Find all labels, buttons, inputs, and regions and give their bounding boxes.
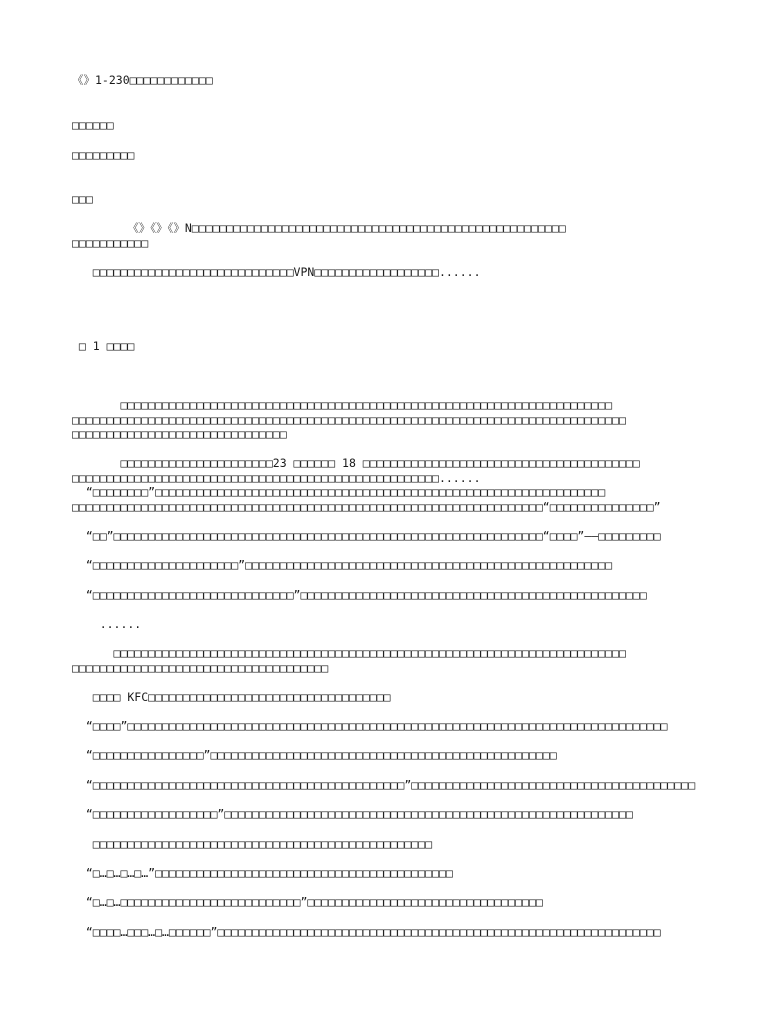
body-paragraph: [72, 748, 698, 763]
body-paragraph: [72, 398, 698, 442]
body-paragraph: [72, 558, 698, 573]
text-line: “□□□□□□□□□□□□□□□□□□□□□□□□□□□□□□□□□□□□□□□□□□□□□”□□□□□□□□□□□□□□□□□□□□□□□□□□□□□□□□□□□□□□□□□: [72, 778, 696, 792]
text-line: “□□□□□□□□□□□□□□□□□□”□□□□□□□□□□□□□□□□□□□□□□□□□□□□□□□□□□□□□□□□□□□□□□□□□□□□□□□□□□□: [72, 807, 633, 821]
body-paragraph: [72, 778, 698, 793]
text-line: “□□□□”□□□□□□□□□□□□□□□□□□□□□□□□□□□□□□□□□□□□□□□□□□□□□□□□□□□□□□□□□□□□□□□□□□□□□□□□□□□□□□: [72, 719, 668, 733]
text-line: □□□□□□□□□□□□□□□□□□□□□□□□□□□□□□□□□□□□□□□□□□□□□□□□□: [72, 837, 433, 851]
text-line: “□…□…□□□□□□□□□□□□□□□□□□□□□□□□□□”□□□□□□□□□□□□□□□□□□□□□□□□□□□□□□□□□□: [72, 895, 543, 909]
text-line: “□□”□□□□□□□□□□□□□□□□□□□□□□□□□□□□□□□□□□□□□□□□□□□□□□□□□□□□□□□□□□□□□□“□□□□”——□□□□□□□□□: [72, 529, 661, 543]
text-line: □□□□□□□□□□□□□□□□□□□□□□□□□□□□□□□□□□□□□□□□□□□□□□□□□□□□□□□□□□□□□□□□□□□□□□□□□□: [72, 646, 626, 660]
document-title: 《》1-230□□□□□□□□□□□□: [72, 73, 213, 87]
body-paragraph: [72, 807, 698, 822]
body-paragraph: [72, 866, 698, 881]
intro-paragraph: □□□□□□□□□□□□□□□□□□□□□□□□□□□□□VPN□□□□□□□□□□□□□□□□□□......: [72, 265, 481, 279]
text-line: □□□□ KFC□□□□□□□□□□□□□□□□□□□□□□□□□□□□□□□□□□□: [72, 690, 391, 704]
body-paragraph: [72, 719, 698, 734]
text-line: □□□□□□□□□□□□□□□□□□□□□□□□□□□□□□□□□□□□□□□□□□□□□□□□□□□□□□□□□□□□□□□□□□□□□□□□□□□□□□□□: [72, 412, 626, 427]
intro-heading: □□□: [72, 192, 93, 206]
text-line: “□□□□□□□□□□□□□□□□□□□□□”□□□□□□□□□□□□□□□□□□□□□□□□□□□□□□□□□□□□□□□□□□□□□□□□□□□□□: [72, 558, 613, 572]
text-line: “□…□…□…□…”□□□□□□□□□□□□□□□□□□□□□□□□□□□□□□□□□□□□□□□□□□□: [72, 866, 453, 880]
text-line: □□□□□□□□□□□□□□□□□□□□□□□□□□□□□□□□□□□□□□□□□□□□□□□□□□□□□□□□□□□□□□□□□□□□□□□: [72, 398, 613, 412]
text-line: □□□□□□□□□□□□□□□□□□□□□□□□□□□□□□□□□□□□□□□□□□□□□□□□□□□□□......: [72, 470, 481, 485]
text-line: □□□□□□□□□□□□□□□□□□□□□□23 □□□□□□ 18 □□□□□□□□□□□□□□□□□□□□□□□□□□□□□□□□□□□□□□□□: [72, 456, 640, 470]
text-line: “□□□□□□□□□□□□□□□□”□□□□□□□□□□□□□□□□□□□□□□□□□□□□□□□□□□□□□□□□□□□□□□□□□□: [72, 748, 557, 762]
text-line: ......: [72, 617, 142, 631]
body-paragraph: [72, 837, 698, 852]
text-line: □□□□□□□□□□□□□□□□□□□□□□□□□□□□□□□□□□□□□□□□□□□□□□□□□□□□□□□□□□□□□□□□□□□□“□□□□□□□□□□□□□□□”: [72, 499, 661, 514]
text-line: “□□□□□□□□□□□□□□□□□□□□□□□□□□□□□”□□□□□□□□□□□□□□□□□□□□□□□□□□□□□□□□□□□□□□□□□□□□□□□□□□: [72, 588, 647, 602]
body-paragraph: [72, 617, 698, 632]
text-line: “□□□□□□□□”□□□□□□□□□□□□□□□□□□□□□□□□□□□□□□□□□□□□□□□□□□□□□□□□□□□□□□□□□□□□□□□□□: [72, 485, 606, 499]
body-paragraph: [72, 456, 698, 514]
text-line: □□□□□□□□□□□: [72, 235, 149, 250]
body-paragraph: [72, 925, 698, 940]
text-line: 《》《》《》N□□□□□□□□□□□□□□□□□□□□□□□□□□□□□□□□□□□□□□□□□□□□□□□□□□□□□□: [72, 221, 566, 235]
body-paragraph: [72, 646, 698, 675]
intro-paragraph: [72, 221, 698, 250]
metadata-line: □□□□□□: [72, 118, 114, 132]
metadata-line: □□□□□□□□□: [72, 148, 135, 162]
chapter-heading: □ 1 □□□□: [72, 339, 135, 353]
body-paragraph: [72, 529, 698, 544]
body-paragraph: [72, 895, 698, 910]
text-line: □□□□□□□□□□□□□□□□□□□□□□□□□□□□□□□: [72, 427, 287, 441]
body-paragraph: [72, 690, 698, 705]
text-line: □□□□□□□□□□□□□□□□□□□□□□□□□□□□□□□□□□□□□: [72, 660, 329, 675]
body-paragraph: [72, 588, 698, 603]
text-line: “□□□□…□□□…□…□□□□□□”□□□□□□□□□□□□□□□□□□□□□□□□□□□□□□□□□□□□□□□□□□□□□□□□□□□□□□□□□□□□□□□□: [72, 925, 661, 939]
